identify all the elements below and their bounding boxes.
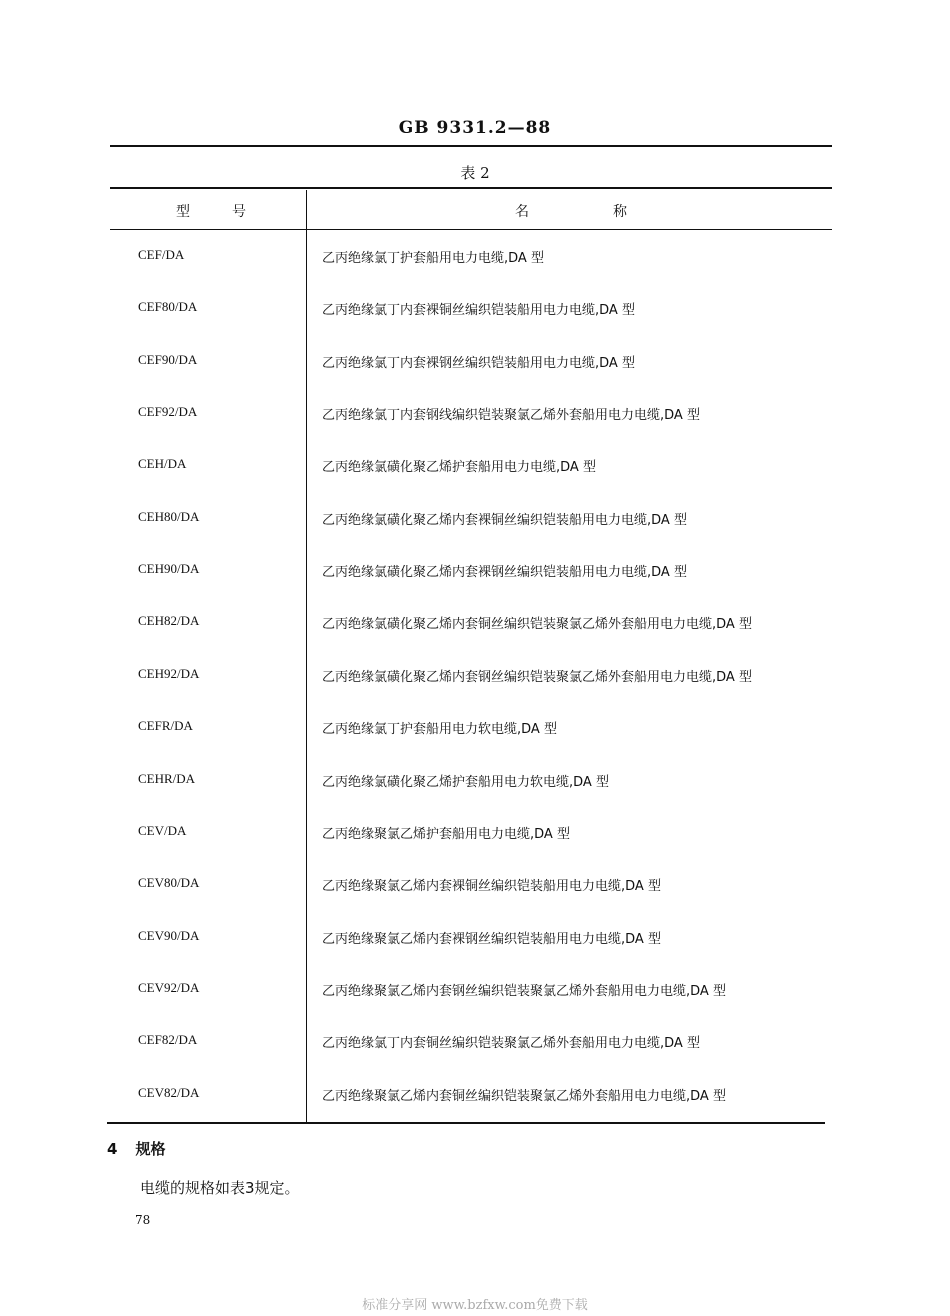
- table-row: [0, 666, 950, 718]
- cable-model: CEF/DA: [138, 247, 185, 262]
- table-row: [0, 352, 950, 404]
- cable-name: 乙丙绝缘氯丁内套裸钢丝编织铠装船用电力电缆,DA 型: [322, 356, 635, 371]
- header-rule: [110, 145, 832, 147]
- cable-name: 乙丙绝缘氯磺化聚乙烯内套裸铜丝编织铠装船用电力电缆,DA 型: [322, 513, 687, 528]
- cable-name: 乙丙绝缘氯磺化聚乙烯护套船用电力电缆,DA 型: [322, 460, 596, 475]
- section-number: 4: [107, 1140, 118, 1158]
- table-row: [0, 718, 950, 770]
- cable-model: CEFR/DA: [138, 718, 193, 733]
- table-bottom-rule: [107, 1122, 825, 1124]
- cable-model: CEH80/DA: [138, 509, 200, 524]
- cable-model: CEH90/DA: [138, 561, 200, 576]
- table-caption: 表 2: [460, 164, 490, 182]
- cable-name: 乙丙绝缘聚氯乙烯护套船用电力电缆,DA 型: [322, 827, 570, 842]
- cable-model: CEF80/DA: [138, 299, 198, 314]
- cable-name: 乙丙绝缘氯磺化聚乙烯内套钢丝编织铠装聚氯乙烯外套船用电力电缆,DA 型: [322, 670, 752, 685]
- cable-name: 乙丙绝缘氯丁护套船用电力软电缆,DA 型: [322, 722, 557, 737]
- cable-model: CEV92/DA: [138, 980, 200, 995]
- cable-model: CEV/DA: [138, 823, 187, 838]
- table-row: [0, 247, 950, 299]
- section-body: 电缆的规格如表3规定。: [140, 1179, 300, 1197]
- cable-model: CEV80/DA: [138, 875, 200, 890]
- cable-model: CEH82/DA: [138, 613, 200, 628]
- cable-model: CEH/DA: [138, 456, 187, 471]
- cable-model: CEV90/DA: [138, 928, 200, 943]
- cable-name: 乙丙绝缘氯丁内套钢线编织铠装聚氯乙烯外套船用电力电缆,DA 型: [322, 408, 700, 423]
- table-row: [0, 823, 950, 875]
- table-row: [0, 456, 950, 508]
- table-row: [0, 1032, 950, 1084]
- cable-model: CEF92/DA: [138, 404, 198, 419]
- cable-name: 乙丙绝缘氯丁内套裸铜丝编织铠装船用电力电缆,DA 型: [322, 303, 635, 318]
- cable-name: 乙丙绝缘氯丁护套船用电力电缆,DA 型: [322, 251, 544, 266]
- table-row: [0, 561, 950, 613]
- table-row: [0, 771, 950, 823]
- cable-model: CEHR/DA: [138, 771, 196, 786]
- cable-name: 乙丙绝缘氯磺化聚乙烯护套船用电力软电缆,DA 型: [322, 775, 609, 790]
- cable-name: 乙丙绝缘氯丁内套铜丝编织铠装聚氯乙烯外套船用电力电缆,DA 型: [322, 1036, 700, 1051]
- watermark: 标准分享网 www.bzfxw.com免费下载: [362, 1298, 588, 1313]
- cable-name: 乙丙绝缘氯磺化聚乙烯内套裸钢丝编织铠装船用电力电缆,DA 型: [322, 565, 687, 580]
- table-row: [0, 875, 950, 927]
- cable-name: 乙丙绝缘聚氯乙烯内套裸钢丝编织铠装船用电力电缆,DA 型: [322, 932, 661, 947]
- table-row: [0, 1085, 950, 1137]
- table-row: [0, 404, 950, 456]
- cable-name: 乙丙绝缘氯磺化聚乙烯内套铜丝编织铠装聚氯乙烯外套船用电力电缆,DA 型: [322, 617, 752, 632]
- cable-model: CEF90/DA: [138, 352, 198, 367]
- standard-code-header: GB 9331.2—88: [398, 118, 552, 138]
- cable-name: 乙丙绝缘聚氯乙烯内套钢丝编织铠装聚氯乙烯外套船用电力电缆,DA 型: [322, 984, 726, 999]
- table-row: [0, 299, 950, 351]
- cable-model: CEF82/DA: [138, 1032, 198, 1047]
- cable-model: CEH92/DA: [138, 666, 200, 681]
- section-title: 规格: [135, 1140, 166, 1158]
- page-number: 78: [135, 1213, 151, 1227]
- table-header-rule: [110, 229, 832, 230]
- table-row: [0, 509, 950, 561]
- cable-model: CEV82/DA: [138, 1085, 200, 1100]
- section-heading: [107, 1138, 165, 1159]
- table-row: [0, 613, 950, 665]
- cable-name: 乙丙绝缘聚氯乙烯内套铜丝编织铠装聚氯乙烯外套船用电力电缆,DA 型: [322, 1089, 726, 1104]
- table-top-rule: [110, 187, 832, 189]
- table-row: [0, 980, 950, 1032]
- column-header-name: 名 称: [515, 204, 627, 220]
- cable-name: 乙丙绝缘聚氯乙烯内套裸铜丝编织铠装船用电力电缆,DA 型: [322, 879, 661, 894]
- table-row: [0, 928, 950, 980]
- column-header-model: 型 号: [176, 204, 246, 220]
